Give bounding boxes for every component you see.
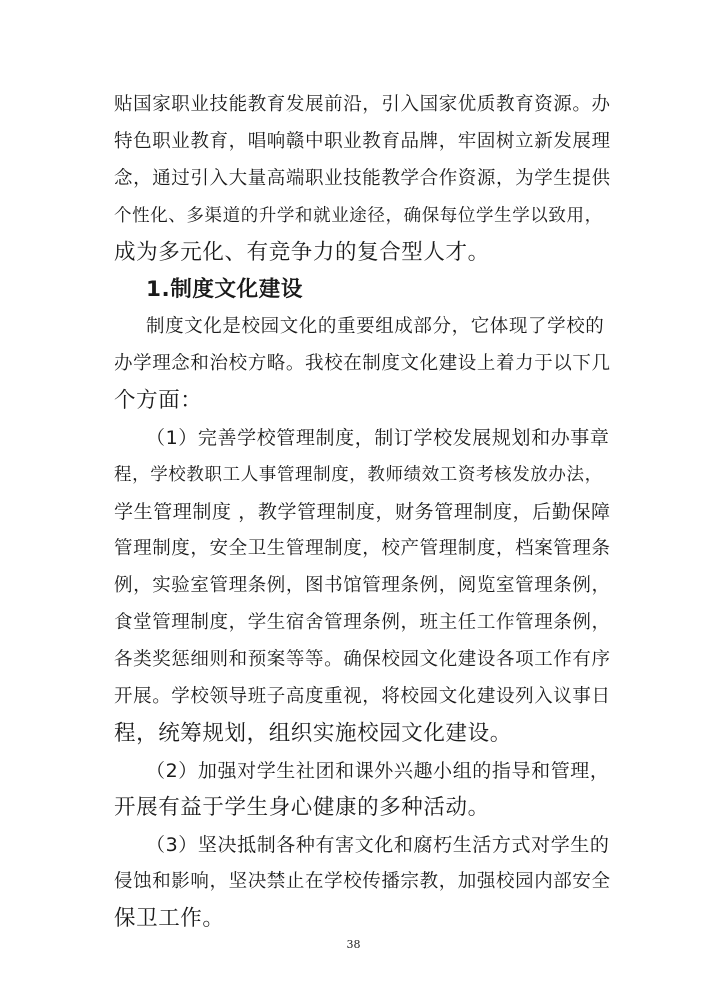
list-item-line: （3）坚决抵制各种有害文化和腐朽生活方式对学生的: [146, 834, 610, 856]
paragraph-line: 开展。学校领导班子高度重视，将校园文化建设列入议事日: [114, 686, 611, 707]
section-heading: 1.制度文化建设: [146, 277, 303, 302]
paragraph-line: 开展有益于学生身心健康的多种活动。: [114, 795, 490, 820]
paragraph-line: 办学理念和治校方略。我校在制度文化建设上着力于以下几: [114, 353, 611, 374]
paragraph-line: 制度文化是校园文化的重要组成部分，它体现了学校的: [146, 316, 605, 337]
paragraph-line: 个方面：: [114, 388, 203, 413]
paragraph-line: 各类奖惩细则和预案等等。确保校园文化建设各项工作有序: [114, 649, 611, 670]
paragraph-line: 个性化、多渠道的升学和就业途径，确保每位学生学以致用，: [114, 206, 603, 226]
paragraph-line: 例，实验室管理条例，图书馆管理条例，阅览室管理条例，: [114, 575, 611, 596]
paragraph-line: 学生管理制度 ，教学管理制度，财务管理制度，后勤保障: [114, 501, 611, 523]
paragraph-line: 成为多元化、有竞争力的复合型人才。: [114, 240, 490, 265]
paragraph-line: 侵蚀和影响，坚决禁止在学校传播宗教，加强校园内部安全: [114, 871, 611, 892]
list-item-line: （1）完善学校管理制度，制订学校发展规划和办事章: [146, 427, 610, 449]
paragraph-line: 管理制度，安全卫生管理制度，校产管理制度，档案管理条: [114, 538, 611, 559]
paragraph-line: 食堂管理制度，学生宿舍管理条例，班主任工作管理条例，: [114, 612, 611, 633]
paragraph-line: 特色职业教育，唱响赣中职业教育品牌，牢固树立新发展理: [114, 131, 611, 152]
paragraph-line: 保卫工作。: [114, 906, 225, 931]
paragraph-line: 念，通过引入大量高端职业技能教学合作资源，为学生提供: [114, 168, 611, 189]
paragraph-line: 程，统筹规划，组织实施校园文化建设。: [114, 721, 512, 746]
paragraph-line: 贴国家职业技能教育发展前沿，引入国家优质教育资源。办: [114, 94, 611, 115]
list-item-line: （2）加强对学生社团和课外兴趣小组的指导和管理，: [146, 760, 610, 782]
page-number: 38: [346, 938, 361, 951]
paragraph-line: 程，学校教职工人事管理制度，教师绩效工资考核发放办法，: [114, 465, 603, 485]
